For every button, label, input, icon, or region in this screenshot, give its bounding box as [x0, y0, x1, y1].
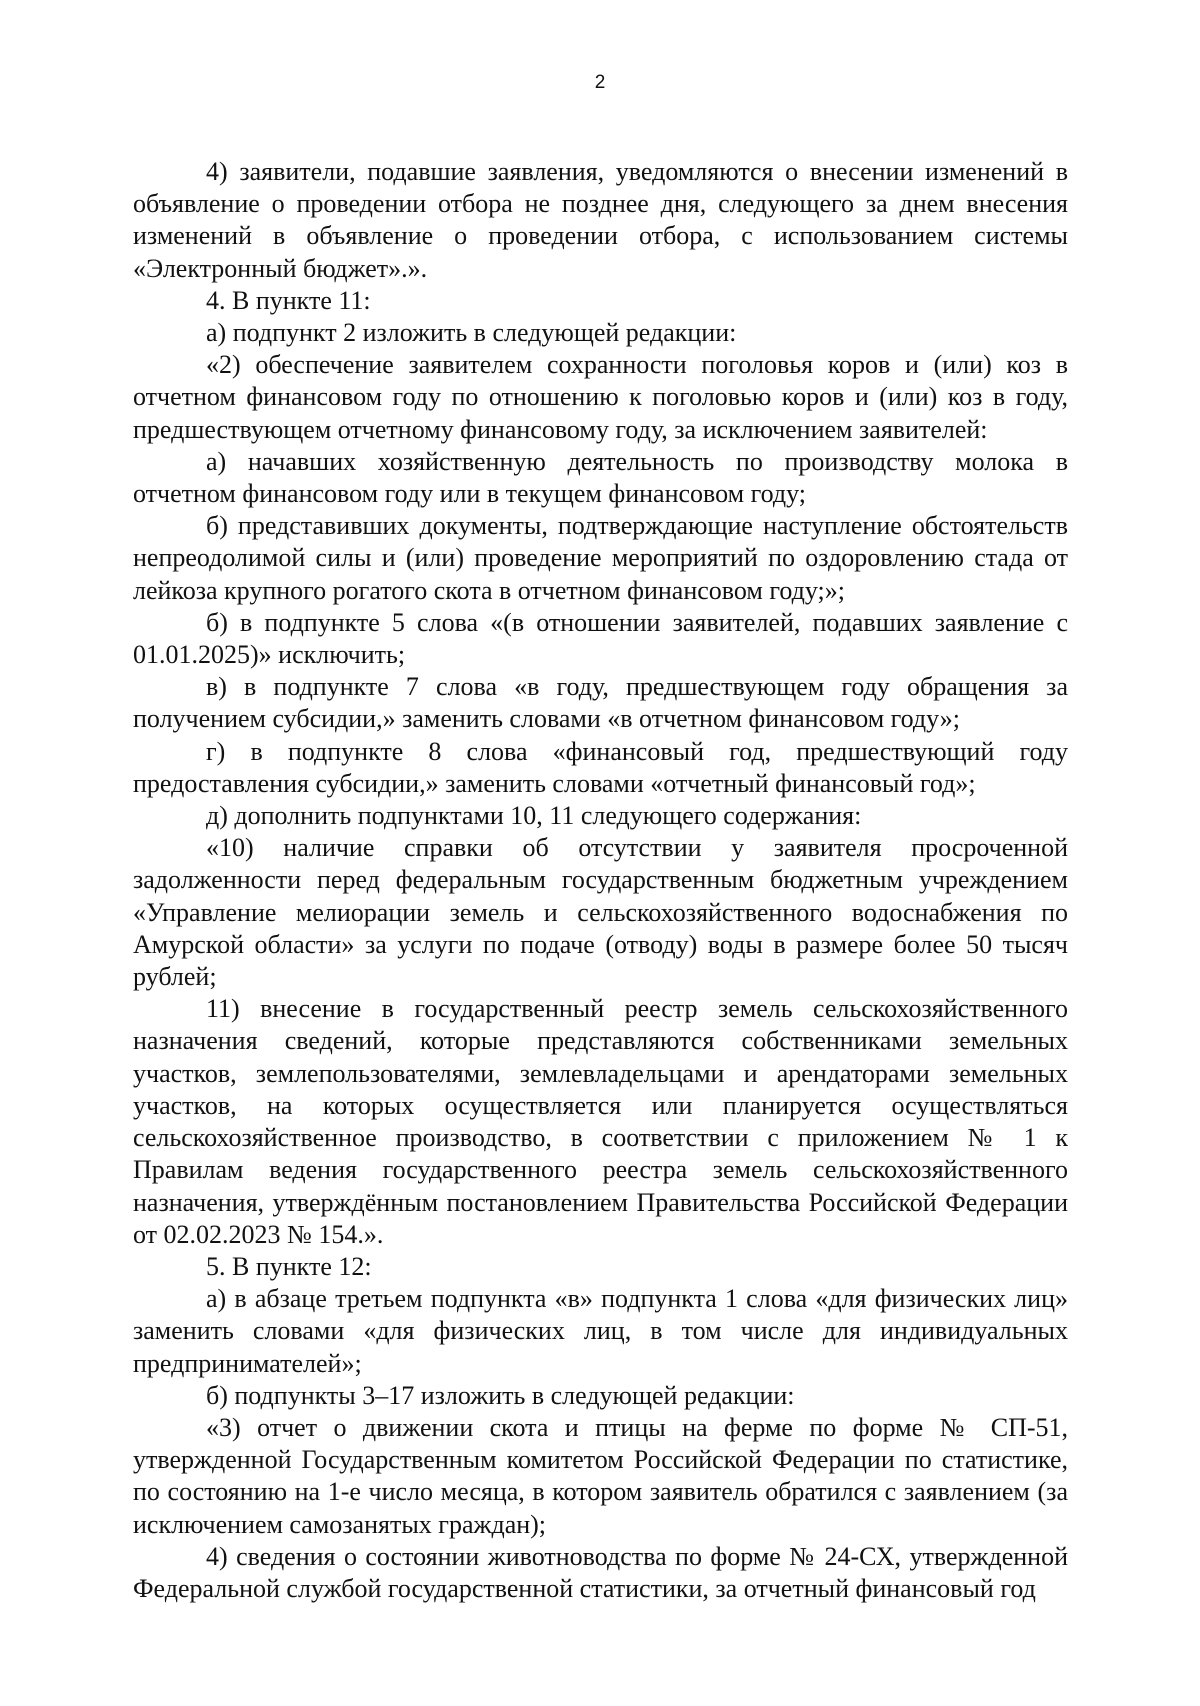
paragraph-item4a: а) подпункт 2 изложить в следующей редакции:: [206, 318, 737, 348]
paragraph-item4d: д) дополнить подпунктами 10, 11 следующего содержания:: [206, 801, 862, 831]
paragraph-sub4-notification: 4) заявители, подавшие заявления, уведомляются о внесении изменений в объявление о проведении отбора не позднее дня, следующего за днем внесения изменений в объявление о проведении отбора, с использованием системы «Электронный бюджет».».: [133, 157, 1068, 283]
paragraph-sub3-report: «3) отчет о движении скота и птицы на ферме по форме № СП-51, утвержденной Государственным комитетом Российской Федерации по статистике, по состоянию на 1-е число месяца, в котором заявитель обратился с заявлением (за исключением самозанятых граждан);: [133, 1412, 1068, 1539]
paragraph-item5a: а) в абзаце третьем подпункта «в» подпункта 1 слова «для физических лиц» заменить словами «для физических лиц, в том числе для индивидуальных предпринимателей»;: [133, 1284, 1068, 1378]
paragraph-sub2-b: б) представивших документы, подтверждающие наступление обстоятельств непреодолимой силы и (или) проведение мероприятий по оздоровлению стада от лейкоза крупного рогатого скота в отчетном финансовом году;»;: [133, 511, 1068, 605]
paragraph-item4v: в) в подпункте 7 слова «в году, предшествующем году обращения за получением субсидии,» заменить словами «в отчетном финансовом году»;: [133, 672, 1068, 734]
paragraph-item4g: г) в подпункте 8 слова «финансовый год, предшествующий году предоставления субсидии,» заменить словами «отчетный финансовый год»;: [133, 736, 1068, 798]
paragraph-sub2-a: а) начавших хозяйственную деятельность по производству молока в отчетном финансовом году или в текущем финансовом году;: [133, 446, 1068, 509]
paragraph-sub10: «10) наличие справки об отсутствии у заявителя просроченной задолженности перед федеральным государственным бюджетным учреждением «Управление мелиорации земель и сельскохозяйственного водоснабжения по Амурской области» за услуги по подаче (отводу) воды в размере более 50 тысяч рублей;: [133, 833, 1068, 992]
document-body: [133, 156, 1068, 1605]
paragraph-sub11: 11) внесение в государственный реестр земель сельскохозяйственного назначения сведений, которые представляются собственниками земельных участков, землепользователями, землевладельцами и арендаторами земельных участков, на которых осуществляется или планируется осуществляться сельскохозяйственное производство, в соответствии с приложением № 1 к Правилам ведения государственного реестра земель сельскохозяйственного назначения, утверждённым постановлением Правительства Российской Федерации от 02.02.2023 № 154.».: [133, 994, 1068, 1249]
page-number: 2: [594, 72, 606, 93]
paragraph-sub2-text: «2) обеспечение заявителем сохранности поголовья коров и (или) коз в отчетном финансовом году по отношению к поголовью коров и (или) коз в году, предшествующем отчетному финансовому году, за исключением заявителей:: [133, 350, 1068, 444]
paragraph-sub4-livestock: 4) сведения о состоянии животноводства по форме № 24-СХ, утвержденной Федеральной службой государственной статистики, за отчетный финансовый год: [133, 1541, 1068, 1603]
paragraph-item4-heading: 4. В пункте 11:: [206, 285, 371, 315]
paragraph-item5-heading: 5. В пункте 12:: [206, 1251, 372, 1281]
paragraph-item5b: б) подпункты 3–17 изложить в следующей редакции:: [206, 1380, 795, 1410]
paragraph-item4b: б) в подпункте 5 слова «(в отношении заявителей, подавших заявление с 01.01.2025)» исключить;: [133, 607, 1068, 670]
